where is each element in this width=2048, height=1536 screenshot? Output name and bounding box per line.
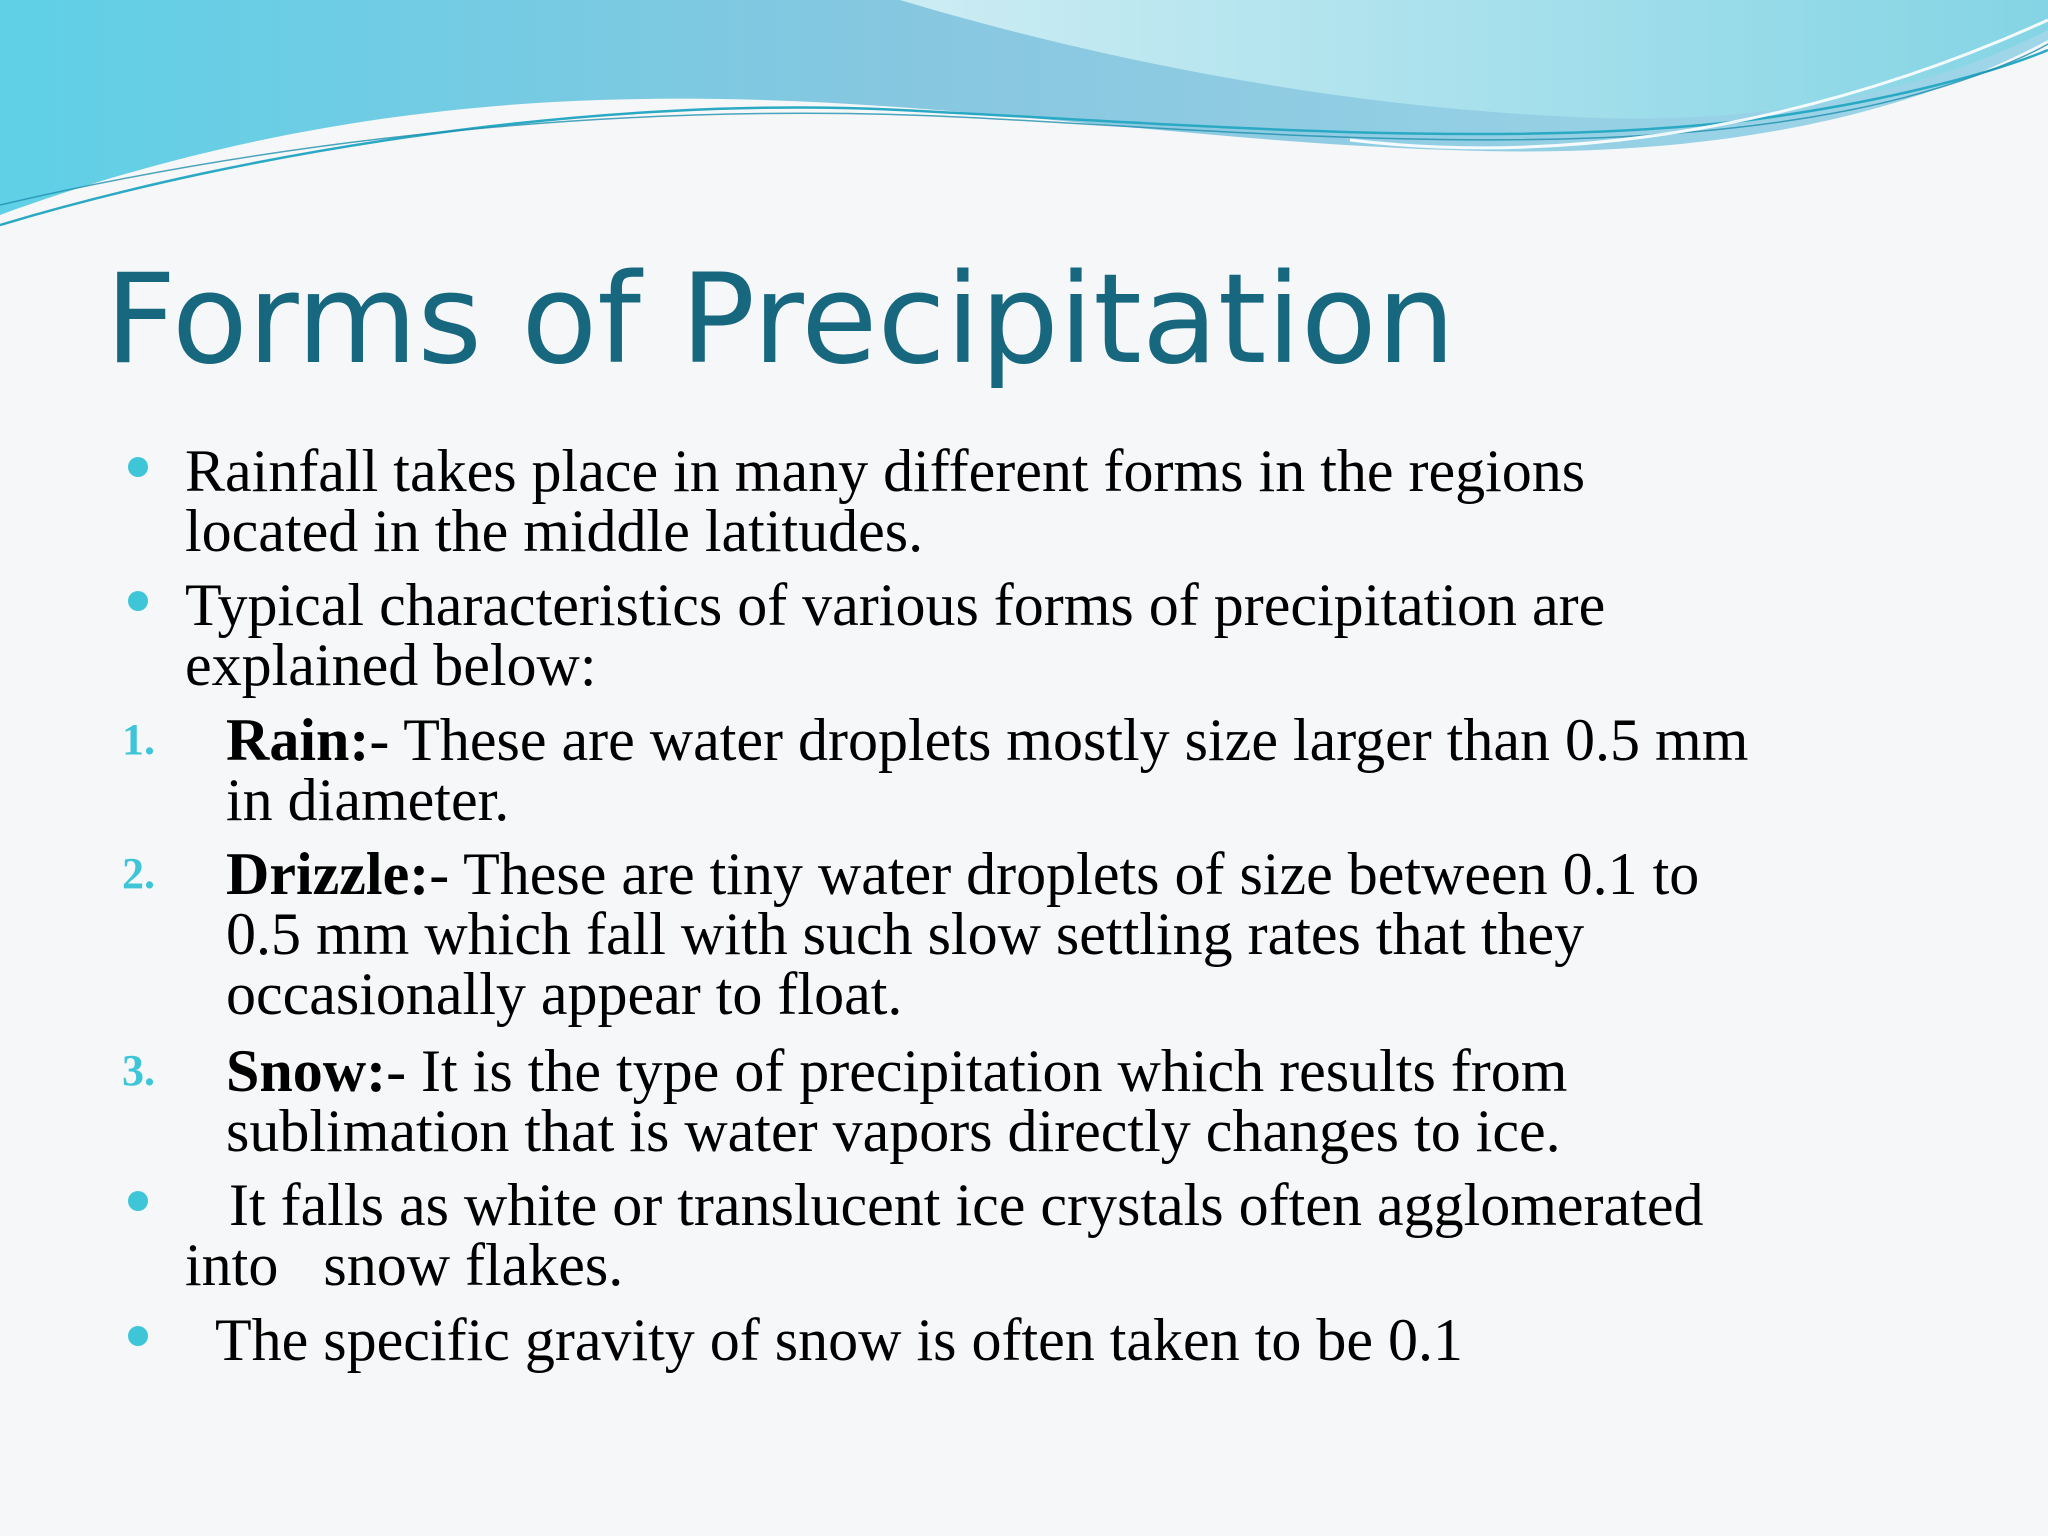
bullet-dot-icon xyxy=(128,591,148,611)
bullet-item-snow-crystals xyxy=(185,1172,2025,1298)
header-wave-decoration xyxy=(0,0,2048,260)
item-line: Typical characteristics of various forms of precipitation are xyxy=(185,572,1606,638)
bullet-dot-icon xyxy=(128,1191,148,1211)
item-number: 3. xyxy=(122,1046,155,1095)
slide-title: Forms of Precipitation xyxy=(105,248,1456,392)
bullet-dot-icon xyxy=(128,1326,148,1346)
item-line: located in the middle latitudes. xyxy=(185,498,924,564)
bullet-item-characteristics xyxy=(185,572,2025,698)
item-line: into snow flakes. xyxy=(185,1232,624,1298)
bullet-item-rainfall xyxy=(185,438,2025,564)
item-line: occasionally appear to float. xyxy=(226,961,903,1027)
item-line: It falls as white or translucent ice crystals often agglomerated xyxy=(229,1172,1704,1238)
item-line: in diameter. xyxy=(226,767,510,833)
item-line: 0.5 mm which fall with such slow settling rates that they xyxy=(226,901,1585,967)
item-line: sublimation that is water vapors directly changes to ice. xyxy=(226,1098,1561,1164)
item-line: Rainfall takes place in many different forms in the regions xyxy=(185,438,1586,504)
item-line: explained below: xyxy=(185,632,597,698)
item-line: The specific gravity of snow is often taken to be 0.1 xyxy=(215,1307,1463,1373)
item-line-text: - These are water droplets mostly size larger than 0.5 mm xyxy=(369,707,1749,773)
item-line xyxy=(226,841,2026,907)
term-label: Rain: xyxy=(226,707,370,773)
numbered-item-rain xyxy=(122,707,2026,833)
term-label: Drizzle: xyxy=(226,841,430,907)
numbered-item-drizzle xyxy=(122,841,2026,1027)
item-number: 1. xyxy=(122,715,155,764)
bullet-dot-icon xyxy=(128,457,148,477)
item-line-text: - These are tiny water droplets of size between 0.1 to xyxy=(429,841,1700,907)
item-number: 2. xyxy=(122,849,155,898)
term-label: Snow: xyxy=(226,1038,387,1104)
item-line-text: - It is the type of precipitation which results from xyxy=(386,1038,1568,1104)
numbered-item-snow xyxy=(122,1038,2026,1164)
bullet-item-specific-gravity xyxy=(185,1307,2025,1373)
item-line xyxy=(226,707,2026,773)
item-line xyxy=(226,1038,2026,1104)
